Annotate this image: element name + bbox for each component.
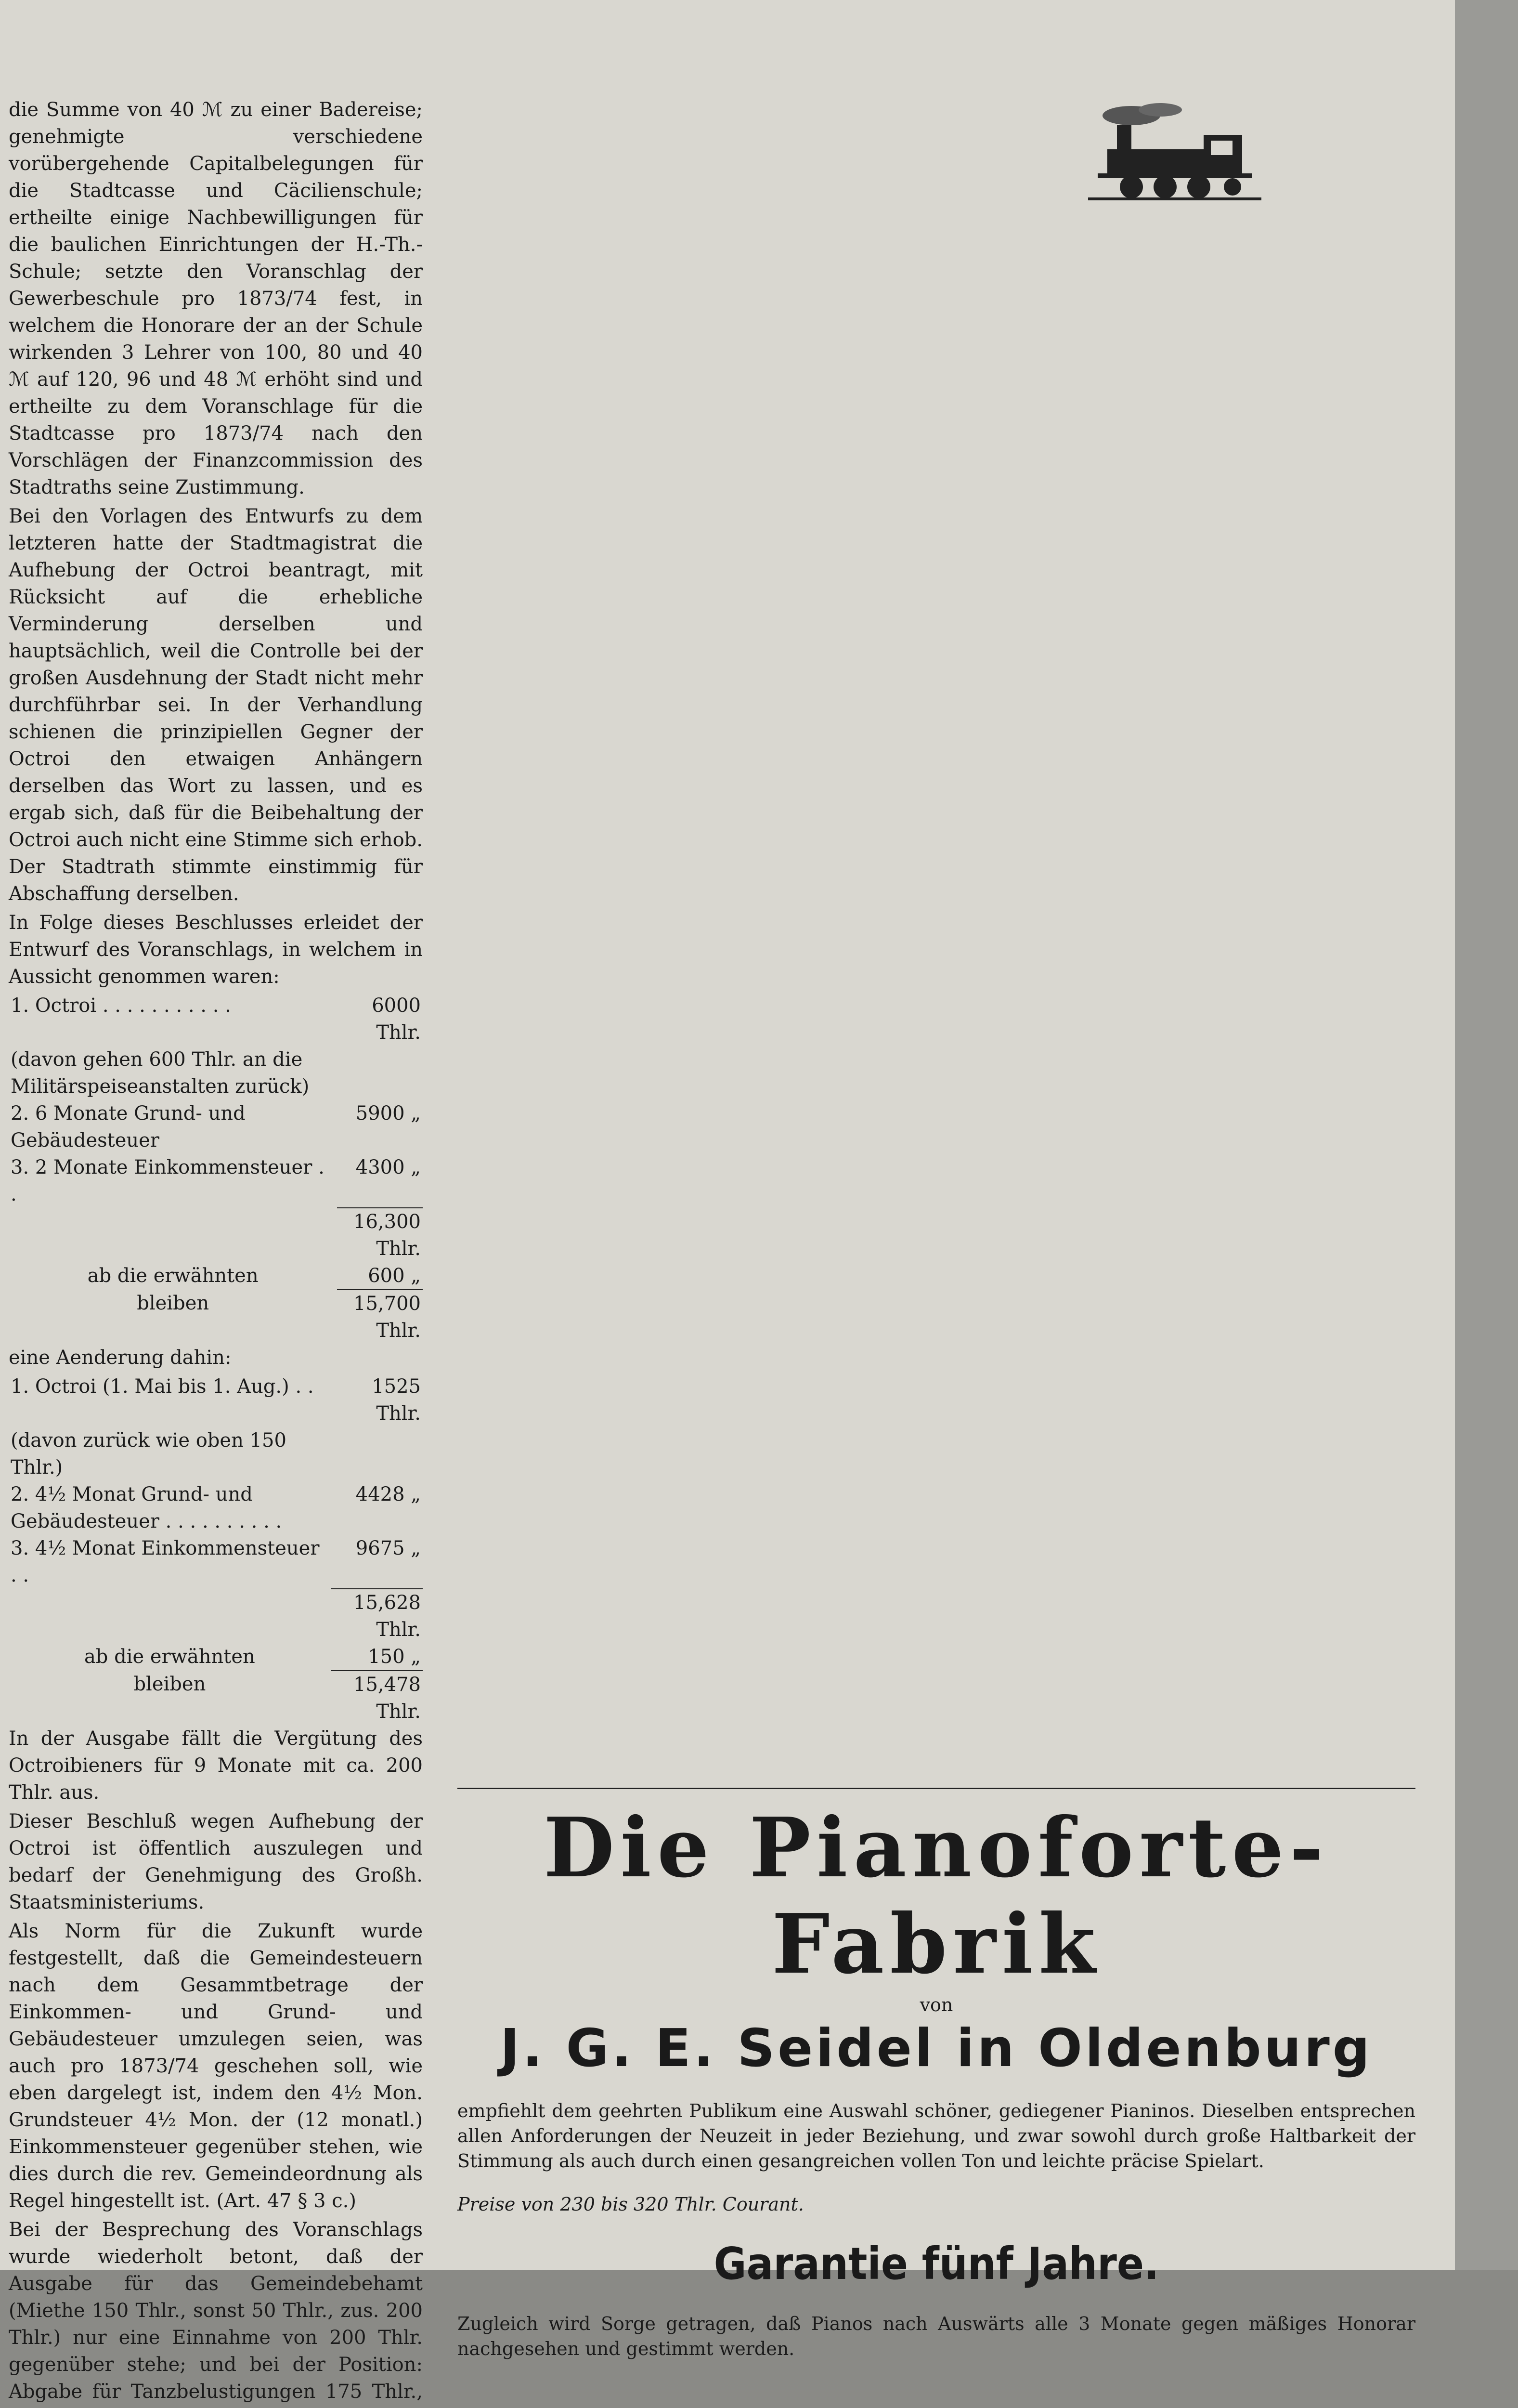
table-row: ab die erwähnten 150 „ xyxy=(84,1646,421,1668)
change-intro: eine Aenderung dahin: xyxy=(9,1347,232,1369)
column-right xyxy=(934,96,1415,207)
locomotive-icon xyxy=(1088,101,1261,202)
table-row: 3. 2 Monate Einkommensteuer . . 4300 „ xyxy=(11,1156,421,1205)
factory-text: empfiehlt dem geehrten Publikum eine Auswahl schöner, gediegener Pianinos. Dieselben entsprechen allen Anforderungen der Neuzeit in jeder Beziehung, und zwar sowohl durch große Haltbarkeit der Stimmung als auch durch einen gesangreichen vollen Ton und leichte präcise Spielart. xyxy=(457,2100,1415,2172)
page-edge xyxy=(1455,0,1518,2270)
report-paragraph: Bei den Vorlagen des Entwurfs zu dem letzteren hatte der Stadtmagistrat die Aufhebung der Octroi beantragt, mit Rücksicht auf die erhebliche Verminderung derselben und hauptsächlich, weil die Controlle bei der großen Ausdehnung der Stadt nicht mehr durchführbar sei. In der Verhandlung schienen die prinzipiellen Gegner der Octroi den etwaigen Anhängern derselben das Wort zu lassen, und es ergab sich, daß für die Beibehaltung der Octroi auch nicht eine Stimme sich erhob. Der Stadtrath stimmte einstimmig für Abschaffung derselben. xyxy=(9,505,423,905)
factory-von: von xyxy=(920,1994,953,2015)
table-row: 2. 6 Monate Grund- und Gebäudesteuer 5900 „ xyxy=(11,1102,421,1152)
table-row: (davon gehen 600 Thlr. an die Militärspeiseanstalten zurück) xyxy=(11,1048,310,1098)
table-row: bleiben 15,478 Thlr. xyxy=(9,1671,423,1725)
report-paragraph: Als Norm für die Zukunft wurde festgestellt, daß die Gemeindesteuern nach dem Gesammtbetrage der Einkommen- und Grund- und Gebäudesteuer umzulegen seien, was auch pro 1873/74 geschehen soll, wie eben dargelegt ist, indem den 4½ Mon. Grundsteuer 4½ Mon. der (12 monatl.) Einkommensteuer gegenüber stehen, wie dies durch die rev. Gemeindeordnung als Regel hingestellt ist. (Art. 47 § 3 c.) xyxy=(9,1920,423,2212)
factory-guarantee: Garantie fünf Jahre. xyxy=(714,2238,1159,2290)
report-paragraph: die Summe von 40 ℳ zu einer Badereise; genehmigte verschiedene vorübergehende Capitalbelegungen für die Stadtcasse und Cäcilienschule; ertheilte einige Nachbewilligungen für die baulichen Einrichtungen der H.-Th.-Schule; setzte den Voranschlag der Gewerbeschule pro 1873/74 fest, in welchem die Honorare der an der Schule wirkenden 3 Lehrer von 100, 80 und 40 ℳ auf 120, 96 und 48 ℳ erhöht sind und ertheilte zu dem Voranschlage für die Stadtcasse pro 1873/74 nach den Vorschlägen der Finanzcommission des Stadtraths seine Zustimmung. xyxy=(9,99,423,498)
table-row: 2. 4½ Monat Grund- und Gebäudesteuer . . . . . . . . . . 4428 „ xyxy=(11,1483,421,1532)
piano-factory-advertisement xyxy=(457,1777,1415,2380)
report-paragraph: Bei der Besprechung des Voranschlags wurde wiederholt betont, daß der Ausgabe für das Gemeindebehamt (Miethe 150 Thlr., sonst 50 Thlr., zus. 200 Thlr.) nur eine Einnahme von 200 Thlr. gegenüber stehe; und bei der Position: Abgabe für Tanzbelustigungen 175 Thlr., xyxy=(9,2219,423,2403)
budget-table-revised xyxy=(9,1373,423,1725)
factory-footer: Zugleich wird Sorge getragen, daß Pianos nach Auswärts alle 3 Monate gegen mäßiges Honorar nachgesehen und gestimmt werden. xyxy=(457,2313,1415,2359)
factory-firm-name: J. G. E. Seidel in Oldenburg xyxy=(500,2018,1373,2079)
table-row: 1. Octroi . . . . . . . . . . . 6000 Thlr. xyxy=(11,995,421,1044)
table-row: ab die erwähnten 600 „ xyxy=(87,1265,421,1287)
report-paragraph: Dieser Beschluß wegen Aufhebung der Octroi ist öffentlich auszulegen und bedarf der Genehmigung des Großh. Staatsministeriums. xyxy=(9,1810,423,1913)
table-row: bleiben 15,700 Thlr. xyxy=(9,1290,423,1344)
table-row: (davon zurück wie oben 150 Thlr.) xyxy=(11,1429,286,1479)
budget-table-original xyxy=(9,992,423,1344)
report-paragraph: In Folge dieses Beschlusses erleidet der Entwurf des Voranschlags, in welchem in Aussicht genommen waren: xyxy=(9,912,423,988)
table-row: 1. Octroi (1. Mai bis 1. Aug.) . . 1525 Thlr. xyxy=(11,1375,421,1425)
factory-title: Die Pianoforte-Fabrik xyxy=(543,1800,1330,1992)
table-row: 3. 4½ Monat Einkommensteuer . . 9675 „ xyxy=(11,1537,421,1586)
column-left xyxy=(9,96,423,2408)
table-row: 16,300 Thlr. xyxy=(9,1208,423,1262)
factory-prices: Preise von 230 bis 320 Thlr. Courant. xyxy=(457,2194,804,2215)
table-row: 15,628 Thlr. xyxy=(9,1589,423,1643)
report-paragraph: In der Ausgabe fällt die Vergütung des Octroibieners für 9 Monate mit ca. 200 Thlr. aus. xyxy=(9,1727,423,1804)
divider xyxy=(457,1788,1415,1789)
